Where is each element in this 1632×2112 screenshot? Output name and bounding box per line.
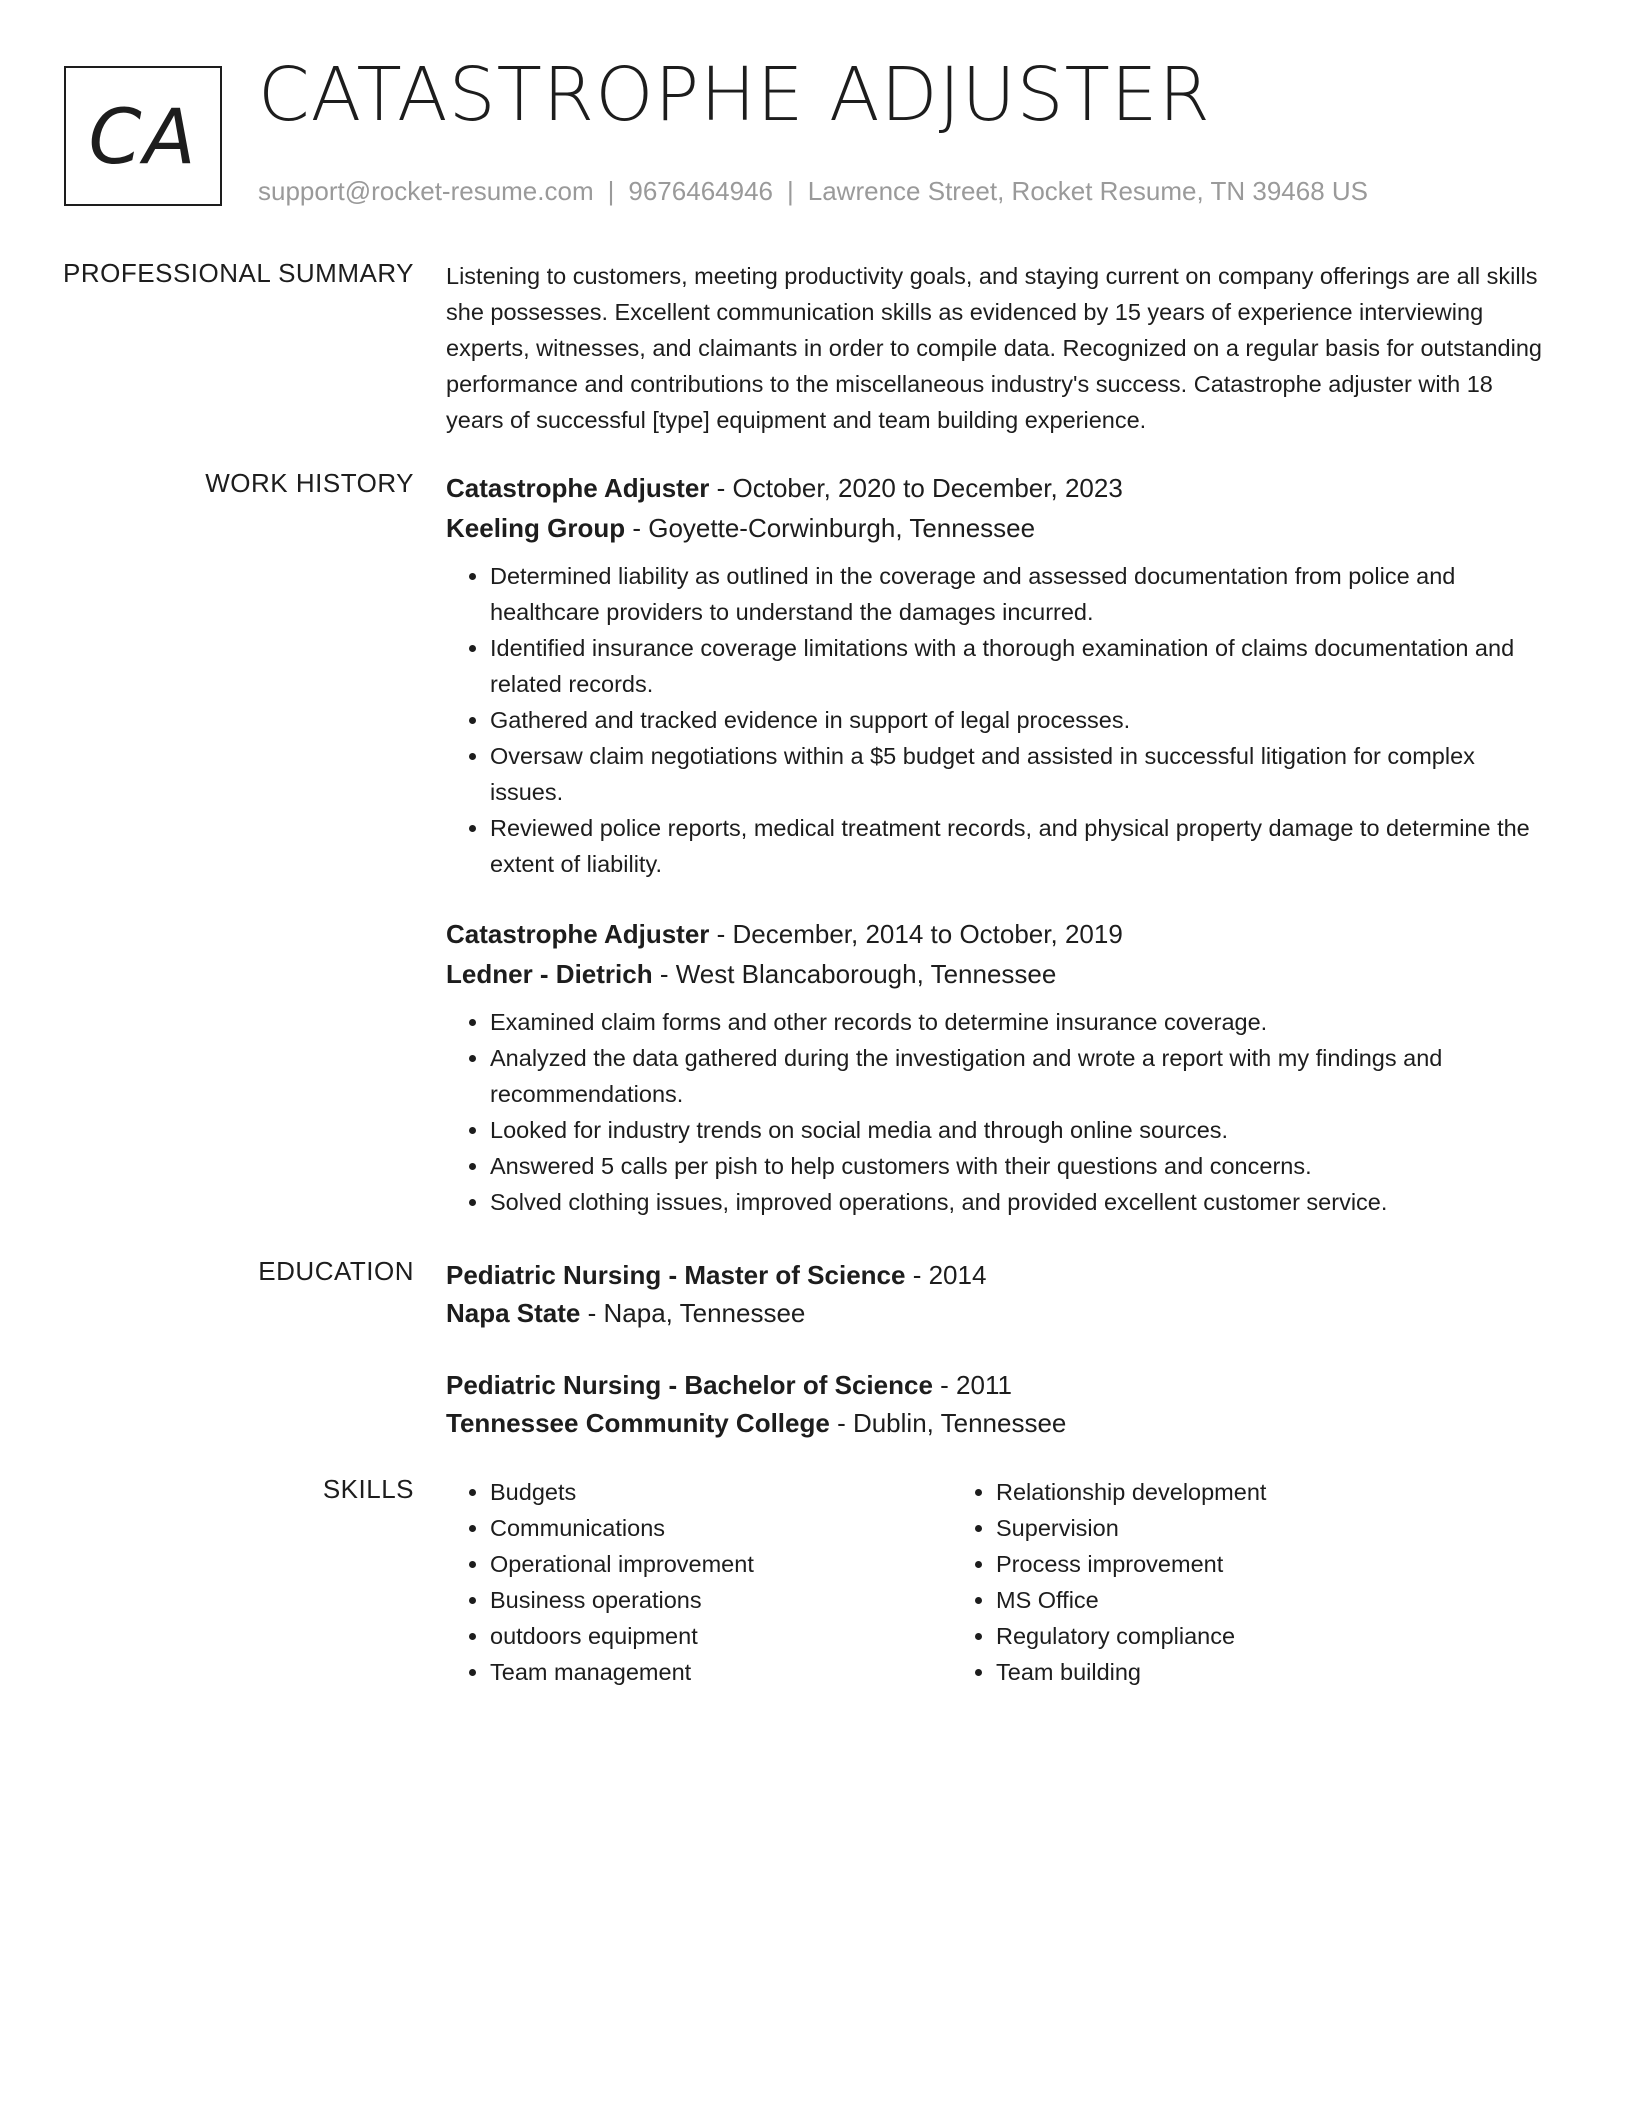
job-entry xyxy=(446,468,1546,882)
skill-item: • Supervision xyxy=(996,1510,1458,1546)
monogram-badge xyxy=(64,66,222,206)
job-bullet: • Looked for industry trends on social media and through online sources. xyxy=(490,1112,1546,1148)
job-title: Catastrophe Adjuster xyxy=(446,473,710,503)
job-entry xyxy=(446,914,1546,1220)
education-degree: Pediatric Nursing - Master of Science xyxy=(446,1260,906,1290)
job-bullets xyxy=(446,558,1546,882)
job-bullet: • Analyzed the data gathered during the investigation and wrote a report with my findings and recommendations. xyxy=(490,1040,1546,1112)
job-bullet: • Solved clothing issues, improved operations, and provided excellent customer service. xyxy=(490,1184,1546,1220)
section-label-skills: SKILLS xyxy=(322,1474,414,1504)
skill-item: • Team building xyxy=(996,1654,1458,1690)
job-company-line xyxy=(446,954,1546,994)
skill-item: • Regulatory compliance xyxy=(996,1618,1458,1654)
education-school-line xyxy=(446,1294,1546,1332)
skills-list-left xyxy=(446,1474,952,1690)
contact-address: Lawrence Street, Rocket Resume, TN 39468 US xyxy=(807,176,1368,206)
job-bullet: • Gathered and tracked evidence in support of legal processes. xyxy=(490,702,1546,738)
job-title-line xyxy=(446,914,1546,954)
monogram-initials: CA xyxy=(88,91,198,181)
job-dates: - October, 2020 to December, 2023 xyxy=(709,473,1123,503)
education-school: Tennessee Community College xyxy=(446,1408,830,1438)
skill-item: • Process improvement xyxy=(996,1546,1458,1582)
job-title: Catastrophe Adjuster xyxy=(446,919,710,949)
section-label-education: EDUCATION xyxy=(258,1256,414,1286)
resume-name: CATASTROPHE ADJUSTER xyxy=(258,52,1211,138)
skill-item: • Budgets xyxy=(490,1474,952,1510)
education-entry xyxy=(446,1256,1546,1332)
job-bullet: • Answered 5 calls per pish to help customers with their questions and concerns. xyxy=(490,1148,1546,1184)
education-degree: Pediatric Nursing - Bachelor of Science xyxy=(446,1370,933,1400)
skill-item: • outdoors equipment xyxy=(490,1618,952,1654)
skill-item: • Business operations xyxy=(490,1582,952,1618)
education-year: - 2011 xyxy=(932,1370,1012,1400)
job-dates: - December, 2014 to October, 2019 xyxy=(709,919,1123,949)
skill-item: • Communications xyxy=(490,1510,952,1546)
work-body xyxy=(446,468,1546,1220)
job-bullet: • Oversaw claim negotiations within a $5 budget and assisted in successful litigation for complex issues. xyxy=(490,738,1546,810)
education-body xyxy=(446,1256,1546,1442)
job-bullets xyxy=(446,1004,1546,1220)
education-entry xyxy=(446,1366,1546,1442)
skills-columns xyxy=(446,1474,1546,1690)
skill-item: • Team management xyxy=(490,1654,952,1690)
education-degree-line xyxy=(446,1256,1546,1294)
contact-separator: | xyxy=(607,176,615,206)
job-bullet: • Identified insurance coverage limitations with a thorough examination of claims documentation and related records. xyxy=(490,630,1546,702)
education-school-line xyxy=(446,1404,1546,1442)
education-degree-line xyxy=(446,1366,1546,1404)
section-label-work: WORK HISTORY xyxy=(205,468,414,498)
summary-text: Listening to customers, meeting productivity goals, and staying current on company offerings are all skills she possesses. Excellent communication skills as evidenced by 15 years of experience interviewing experts, witnesses, and claimants in order to compile data. Recognized on a regular basis for outstanding performance and contributions to the miscellaneous industry's success. Catastrophe adjuster with 18 years of successful [type] equipment and team building experience. xyxy=(446,263,1542,433)
contact-separator: | xyxy=(787,176,794,206)
job-location: - Goyette-Corwinburgh, Tennessee xyxy=(625,513,1036,543)
job-title-line xyxy=(446,468,1546,508)
job-location: - West Blancaborough, Tennessee xyxy=(652,959,1057,989)
job-company-line xyxy=(446,508,1546,548)
section-label-summary: PROFESSIONAL SUMMARY xyxy=(63,258,414,288)
education-year: - 2014 xyxy=(905,1260,987,1290)
education-school: Napa State xyxy=(446,1298,581,1328)
contact-phone: 9676464946 xyxy=(628,176,773,206)
skill-item: • Relationship development xyxy=(996,1474,1458,1510)
skills-list-right xyxy=(952,1474,1458,1690)
skill-item: • MS Office xyxy=(996,1582,1458,1618)
summary-body xyxy=(446,258,1546,438)
education-location: - Dublin, Tennessee xyxy=(829,1408,1067,1438)
job-bullet: • Determined liability as outlined in the coverage and assessed documentation from police and healthcare providers to understand the damages incurred. xyxy=(490,558,1546,630)
job-company: Keeling Group xyxy=(446,513,626,543)
skills-body xyxy=(446,1474,1546,1690)
skill-item: • Operational improvement xyxy=(490,1546,952,1582)
education-location: - Napa, Tennessee xyxy=(580,1298,806,1328)
job-bullet: • Reviewed police reports, medical treatment records, and physical property damage to determine the extent of liability. xyxy=(490,810,1546,882)
contact-email: support@rocket-resume.com xyxy=(258,176,594,206)
contact-line xyxy=(258,176,1368,207)
job-company: Ledner - Dietrich xyxy=(446,959,653,989)
job-bullet: • Examined claim forms and other records to determine insurance coverage. xyxy=(490,1004,1546,1040)
